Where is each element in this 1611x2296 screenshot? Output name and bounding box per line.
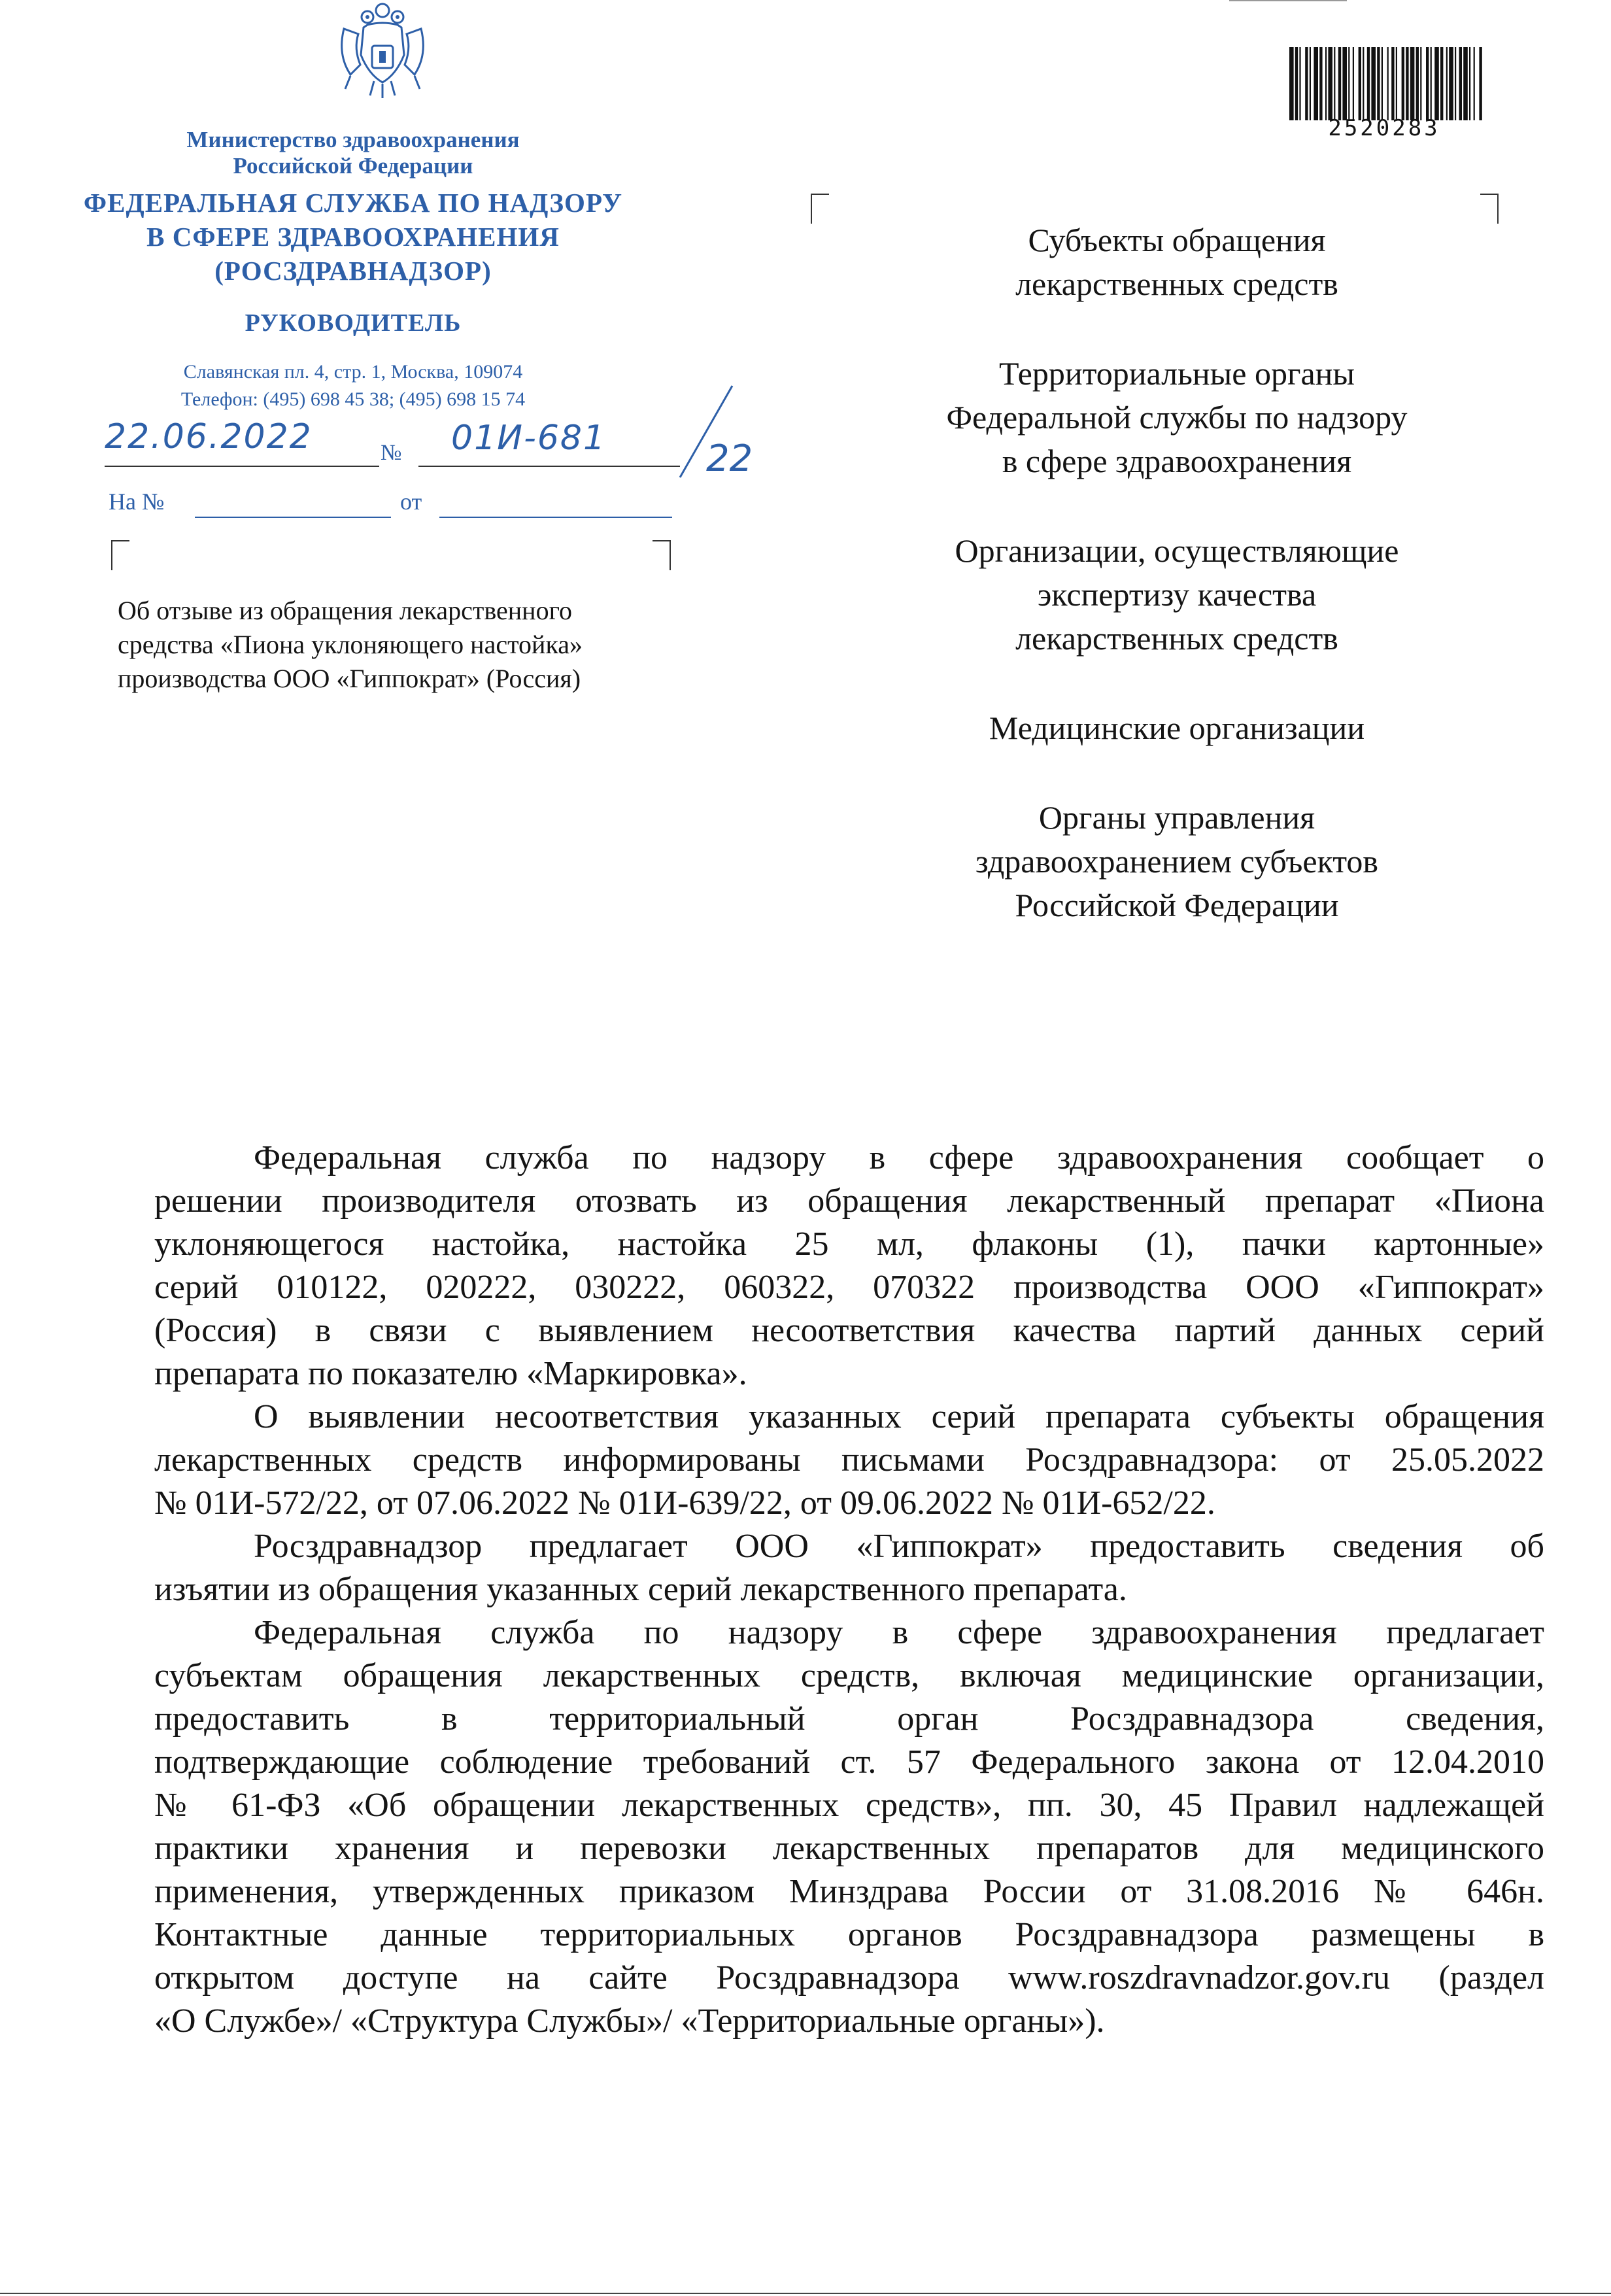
recipient-line: в сфере здравоохранения xyxy=(1002,443,1352,479)
barcode-bar xyxy=(1289,47,1294,120)
barcode-bar xyxy=(1440,47,1443,120)
body-line: серий 010122, 020222, 030222, 060322, 070322 производства ООО «Гиппократ» xyxy=(154,1269,1544,1306)
barcode-bar xyxy=(1416,47,1419,120)
recipient-group xyxy=(850,352,1504,483)
number-sign: № xyxy=(381,441,402,465)
coat-of-arms-icon xyxy=(331,3,434,101)
barcode-bar xyxy=(1446,47,1448,120)
ministry-name-line2: Российской Федерации xyxy=(233,153,473,179)
body-line: № 61-ФЗ «Об обращении лекарственных средств», пп. 30, 45 Правил надлежащей xyxy=(154,1787,1544,1824)
subject-line: средства «Пиона уклоняющего настойка» xyxy=(118,630,583,659)
body-line: применения, утвержденных приказом Минздрава России от 31.08.2016 № 646н. xyxy=(154,1873,1544,1910)
body-line: № 01И-572/22, от 07.06.2022 № 01И-639/22, от 09.06.2022 № 01И-652/22. xyxy=(154,1484,1215,1522)
subject-line: Об отзыве из обращения лекарственного xyxy=(118,596,572,625)
head-title: РУКОВОДИТЕЛЬ xyxy=(245,309,462,337)
barcode-bar xyxy=(1455,47,1456,120)
reference-from-label: от xyxy=(400,488,422,515)
barcode-bar xyxy=(1371,47,1376,120)
recipient-group xyxy=(850,796,1504,927)
barcode-bar xyxy=(1479,47,1482,120)
barcode-bar xyxy=(1396,47,1397,120)
body-line: предоставить в территориальный орган Росздравнадзора сведения, xyxy=(154,1700,1544,1738)
body-line: подтверждающие соблюдение требований ст. 57 Федерального закона от 12.04.2010 xyxy=(154,1743,1544,1781)
recipient-line: Организации, осуществляющие xyxy=(955,532,1399,569)
barcode-bar xyxy=(1367,47,1370,120)
recipient-line: Российской Федерации xyxy=(1015,887,1339,923)
barcode-bar xyxy=(1328,47,1332,120)
reference-number-blank xyxy=(195,517,391,518)
barcode-number: 2520283 xyxy=(1328,115,1440,141)
body-line: (Россия) в связи с выявлением несоответствия качества партий данных серий xyxy=(154,1312,1544,1349)
barcode-bar xyxy=(1474,47,1475,120)
subject-corner-left xyxy=(111,540,129,570)
service-name-line2: В СФЕРЕ ЗДРАВООХРАНЕНИЯ xyxy=(146,222,560,252)
recipient-line: Медицинские организации xyxy=(989,710,1365,746)
reference-date-blank xyxy=(439,517,672,518)
registration-number-suffix: 22 xyxy=(706,437,753,480)
body-line: Федеральная служба по надзору в сфере здравоохранения сообщает о xyxy=(254,1139,1544,1176)
body-line: решении производителя отозвать из обращения лекарственный препарат «Пиона xyxy=(154,1182,1544,1220)
letter-subject xyxy=(118,594,706,696)
barcode-icon xyxy=(1287,47,1483,120)
top-rule xyxy=(1229,0,1347,1)
recipient-line: Субъекты обращения xyxy=(1028,222,1326,258)
body-line: изъятии из обращения указанных серий лекарственного препарата. xyxy=(154,1571,1127,1608)
registration-number xyxy=(451,419,606,458)
recipient-group xyxy=(850,218,1504,306)
bottom-edge-line xyxy=(0,2293,1611,2294)
ministry-name-line1: Министерство здравоохранения xyxy=(186,127,520,152)
barcode-bar xyxy=(1314,47,1318,120)
barcode-bar xyxy=(1410,47,1415,120)
barcode-bar xyxy=(1431,47,1432,120)
barcode-bar xyxy=(1459,47,1462,120)
body-line: О выявлении несоответствия указанных серий препарата субъекты обращения xyxy=(254,1398,1544,1435)
body-line: Контактные данные территориальных органов Росздравнадзора размещены в xyxy=(154,1916,1544,1953)
body-paragraph xyxy=(154,1611,1544,2043)
body-line: практики хранения и перевозки лекарственных препаратов для медицинского xyxy=(154,1830,1544,1867)
barcode-bar xyxy=(1299,47,1300,120)
address: Славянская пл. 4, стр. 1, Москва, 109074 xyxy=(183,361,523,383)
barcode-bar xyxy=(1310,47,1311,120)
body-line: уклоняющегося настойка, настойка 25 мл, флаконы (1), пачки картонные» xyxy=(154,1225,1544,1263)
barcode-bar xyxy=(1319,47,1322,120)
barcode-bar xyxy=(1387,47,1389,120)
recipient-group xyxy=(850,706,1504,750)
body-paragraph xyxy=(154,1137,1544,1396)
barcode-bar xyxy=(1420,47,1421,120)
barcode-bar xyxy=(1338,47,1341,120)
recipient-group xyxy=(850,529,1504,660)
number-suffix-mark xyxy=(667,379,791,484)
recipient-line: здравоохранением субъектов xyxy=(975,843,1379,880)
body-line: Росздравнадзор предлагает ООО «Гиппократ» предоставить сведения об xyxy=(254,1528,1544,1565)
address-corner-left xyxy=(811,194,829,224)
barcode-bar xyxy=(1377,47,1380,120)
recipients-block xyxy=(850,218,1504,973)
body-line: лекарственных средств информированы письмами Росздравнадзора: от 25.05.2022 xyxy=(154,1441,1544,1479)
reference-label: На № xyxy=(109,488,165,515)
barcode-bar xyxy=(1348,47,1349,120)
barcode-bar xyxy=(1434,47,1439,120)
phone: Телефон: (495) 698 45 38; (495) 698 15 74 xyxy=(180,388,526,410)
barcode-bar xyxy=(1463,47,1468,120)
body-line: препарата по показателю «Маркировка». xyxy=(154,1355,747,1392)
body-line: Федеральная служба по надзору в сфере здравоохранения предлагает xyxy=(254,1614,1544,1651)
barcode-bar xyxy=(1391,47,1394,120)
recipient-line: Федеральной службы по надзору xyxy=(946,399,1408,436)
registration-date: 22.06.2022 xyxy=(105,417,313,456)
date-underline xyxy=(105,466,379,467)
recipient-line: экспертизу качества xyxy=(1037,576,1317,613)
barcode-bar xyxy=(1353,47,1354,120)
barcode-bar xyxy=(1305,47,1308,120)
number-underline xyxy=(418,466,680,467)
body-line: «О Службе»/ «Структура Службы»/ «Территориальные органы»). xyxy=(154,2002,1105,2040)
barcode-bar xyxy=(1325,47,1327,120)
barcode-bar xyxy=(1426,47,1429,120)
barcode-bar xyxy=(1469,47,1470,120)
recipient-line: Территориальные органы xyxy=(998,355,1355,392)
barcode-bar xyxy=(1295,47,1298,120)
recipient-line: Органы управления xyxy=(1038,799,1315,836)
barcode-bar xyxy=(1359,47,1361,120)
service-name-line1: ФЕДЕРАЛЬНАЯ СЛУЖБА ПО НАДЗОРУ xyxy=(83,188,623,218)
barcode-bar xyxy=(1334,47,1335,120)
barcode-bar xyxy=(1402,47,1404,120)
barcode-bar xyxy=(1382,47,1383,120)
service-name-line3: (РОСЗДРАВНАДЗОР) xyxy=(214,256,492,286)
letter-body xyxy=(154,1137,1544,2043)
barcode-bar xyxy=(1342,47,1347,120)
subject-corner-right xyxy=(653,540,671,570)
body-line: открытом доступе на сайте Росздравнадзора www.roszdravnadzor.gov.ru (раздел xyxy=(154,1959,1544,1996)
body-line: субъектам обращения лекарственных средств, включая медицинские организации, xyxy=(154,1657,1544,1694)
subject-line: производства ООО «Гиппократ» (Россия) xyxy=(118,664,581,693)
body-paragraph xyxy=(154,1525,1544,1611)
barcode-bar xyxy=(1449,47,1453,120)
barcode-bar xyxy=(1406,47,1408,120)
registration-number-main: 01И-681 xyxy=(451,419,607,458)
recipient-line: лекарственных средств xyxy=(1015,266,1338,302)
recipient-line: лекарственных средств xyxy=(1015,620,1338,657)
body-paragraph xyxy=(154,1396,1544,1525)
barcode-bar xyxy=(1363,47,1364,120)
